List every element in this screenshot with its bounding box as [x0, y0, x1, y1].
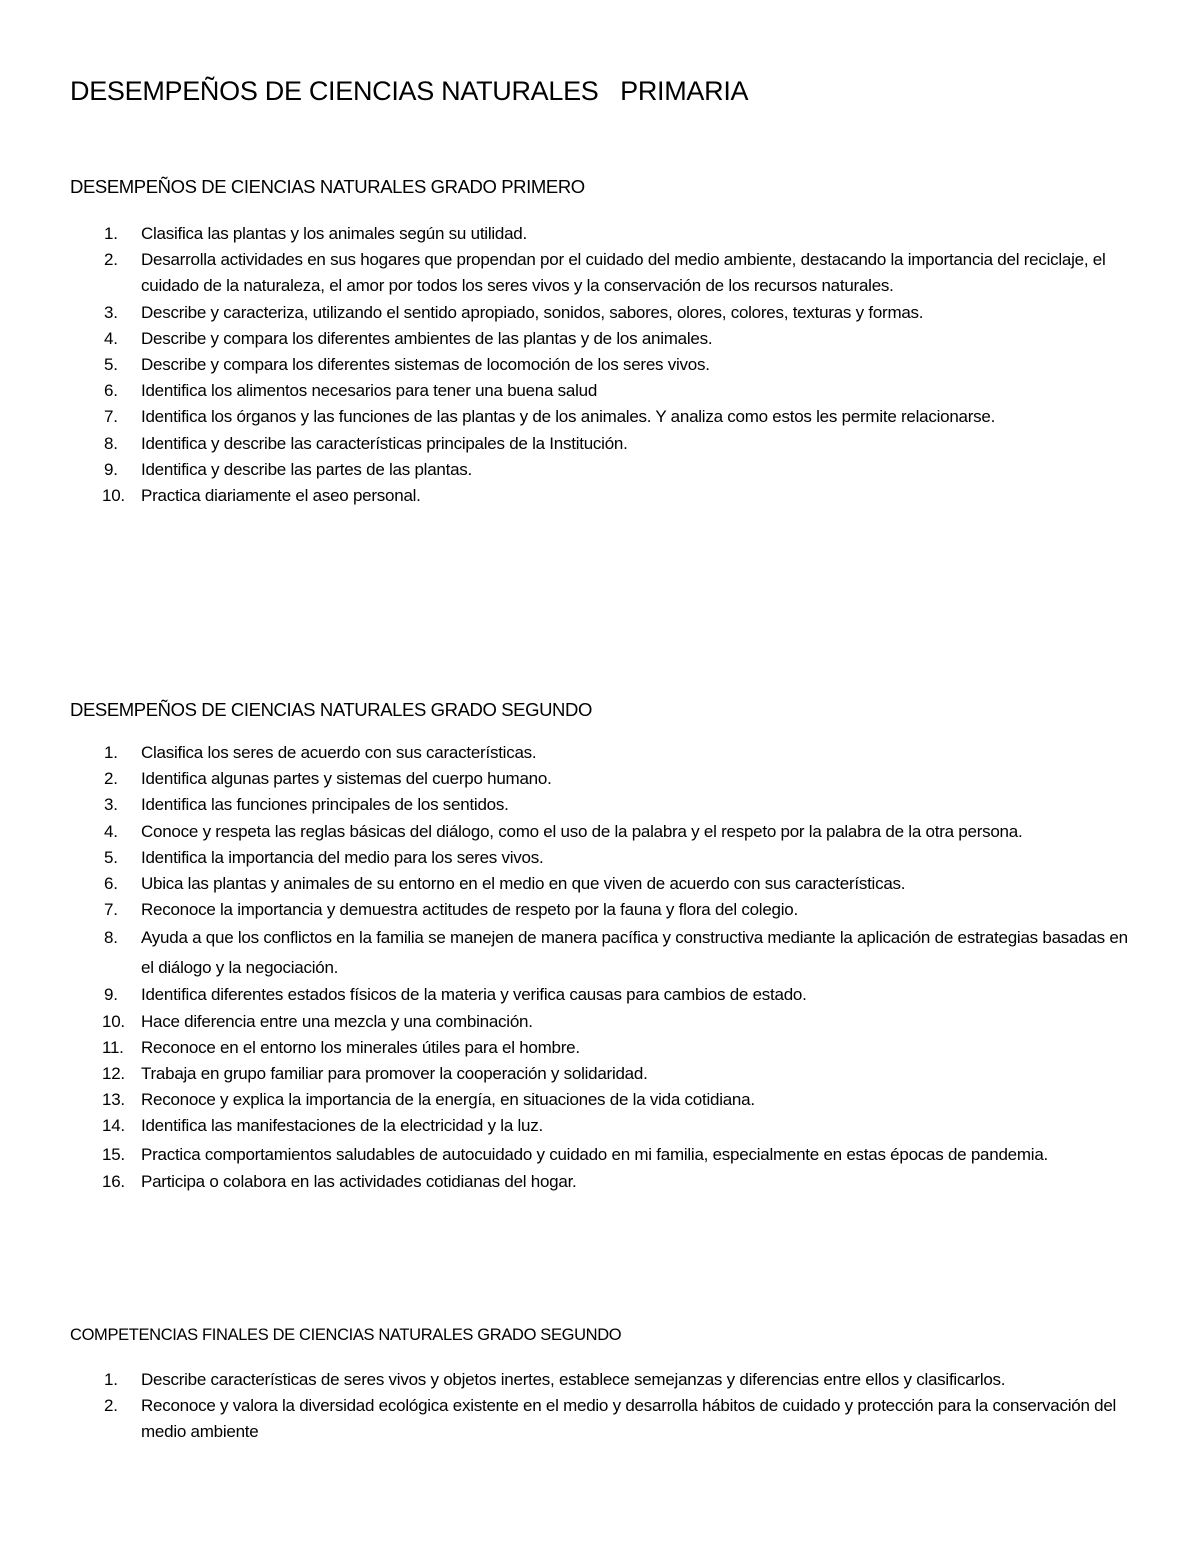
item-text: Ubica las plantas y animales de su entorno en el medio en que viven de acuerdo con sus características. [141, 874, 906, 894]
item-number: 8. [104, 433, 118, 453]
item-number: 7. [104, 407, 118, 427]
item-text: Reconoce en el entorno los minerales útiles para el hombre. [141, 1037, 580, 1057]
item-text: Desarrolla actividades en sus hogares que propendan por el cuidado del medio ambiente, destacando la importancia del reciclaje, el cuidado de la naturaleza, el amor por todos los seres vivos y la conservación de los recursos naturales. [141, 250, 1106, 296]
item-number: 1. [104, 743, 118, 762]
item-number: 9. [104, 985, 118, 1005]
list-item [0, 431, 1200, 457]
item-text: Identifica la importancia del medio para los seres vivos. [141, 847, 544, 867]
item-text: Reconoce la importancia y demuestra actitudes de respeto por la fauna y flora del colegio. [141, 900, 798, 920]
item-number: 6. [104, 874, 118, 894]
item-text: Describe y compara los diferentes ambientes de las plantas y de los animales. [141, 328, 713, 348]
item-number: 12. [102, 1064, 125, 1084]
list-item [0, 1367, 1200, 1393]
item-text: Practica diariamente el aseo personal. [141, 486, 421, 506]
list-item [0, 378, 1200, 404]
list-item [0, 457, 1200, 483]
item-number: 9. [104, 459, 118, 479]
section-heading-grado-segundo: DESEMPEÑOS DE CIENCIAS NATURALES GRADO SEGUNDO [70, 699, 592, 720]
item-text: Clasifica los seres de acuerdo con sus características. [141, 743, 537, 762]
item-text: Identifica los órganos y las funciones de las plantas y de los animales. Y analiza como estos les permite relacionarse. [141, 407, 996, 427]
section-heading-grado-primero: DESEMPEÑOS DE CIENCIAS NATURALES GRADO PRIMERO [70, 176, 585, 197]
list-grado-segundo [0, 740, 1200, 1195]
list-item [0, 923, 1200, 982]
list-item [0, 1393, 1200, 1445]
item-number: 8. [104, 928, 118, 948]
list-item [0, 483, 1200, 509]
item-number: 7. [104, 900, 118, 920]
list-item [0, 326, 1200, 352]
item-text: Identifica las manifestaciones de la electricidad y la luz. [141, 1116, 543, 1136]
item-number: 6. [104, 381, 118, 401]
list-item [0, 404, 1200, 430]
item-number: 15. [102, 1144, 125, 1164]
item-number: 3. [104, 302, 118, 322]
item-number: 14. [102, 1116, 125, 1136]
list-item [0, 1035, 1200, 1061]
item-number: 16. [102, 1172, 125, 1192]
item-text: Identifica algunas partes y sistemas del cuerpo humano. [141, 769, 552, 789]
list-item [0, 352, 1200, 378]
item-text: Identifica diferentes estados físicos de la materia y verifica causas para cambios de estado. [141, 985, 807, 1005]
item-text: Reconoce y valora la diversidad ecológica existente en el medio y desarrolla hábitos de cuidado y protección para la conservación del medio ambiente [141, 1396, 1117, 1442]
item-text: Identifica las funciones principales de los sentidos. [141, 795, 509, 815]
item-text: Hace diferencia entre una mezcla y una combinación. [141, 1011, 533, 1031]
item-number: 2. [104, 250, 118, 270]
list-item [0, 1087, 1200, 1113]
item-text: Clasifica las plantas y los animales según su utilidad. [141, 224, 527, 243]
item-number: 2. [104, 1396, 118, 1416]
section-heading-competencias-finales: COMPETENCIAS FINALES DE CIENCIAS NATURALES GRADO SEGUNDO [70, 1326, 622, 1344]
list-item [0, 982, 1200, 1008]
list-item [0, 1009, 1200, 1035]
item-number: 13. [102, 1090, 125, 1110]
item-text: Ayuda a que los conflictos en la familia se manejen de manera pacífica y constructiva mediante la aplicación de estrategias basadas en el diálogo y la negociación. [141, 928, 1128, 977]
item-number: 5. [104, 355, 118, 375]
item-number: 5. [104, 847, 118, 867]
list-item [0, 221, 1200, 247]
list-item [0, 1113, 1200, 1139]
item-text: Conoce y respeta las reglas básicas del diálogo, como el uso de la palabra y el respeto por la palabra de la otra persona. [141, 821, 1023, 841]
item-text: Describe características de seres vivos y objetos inertes, establece semejanzas y diferencias entre ellos y clasificarlos. [141, 1370, 1006, 1389]
item-number: 1. [104, 224, 118, 243]
list-item [0, 897, 1200, 923]
list-item [0, 1169, 1200, 1195]
item-number: 10. [102, 1011, 125, 1031]
item-number: 11. [102, 1037, 124, 1057]
item-text: Reconoce y explica la importancia de la energía, en situaciones de la vida cotidiana. [141, 1090, 755, 1110]
item-number: 4. [104, 821, 118, 841]
item-text: Identifica los alimentos necesarios para tener una buena salud [141, 381, 598, 401]
item-number: 1. [104, 1370, 118, 1389]
item-text: Participa o colabora en las actividades cotidianas del hogar. [141, 1172, 577, 1192]
list-item [0, 247, 1200, 299]
list-item [0, 1140, 1200, 1170]
item-text: Describe y compara los diferentes sistemas de locomoción de los seres vivos. [141, 355, 710, 375]
item-text: Practica comportamientos saludables de autocuidado y cuidado en mi familia, especialmente en estas épocas de pandemia. [141, 1144, 1048, 1164]
item-number: 10. [102, 486, 125, 506]
item-number: 4. [104, 328, 118, 348]
item-number: 3. [104, 795, 118, 815]
list-grado-primero [0, 221, 1200, 509]
item-text: Describe y caracteriza, utilizando el sentido apropiado, sonidos, sabores, olores, colores, texturas y formas. [141, 302, 924, 322]
list-item [0, 300, 1200, 326]
item-number: 2. [104, 769, 118, 789]
list-item [0, 871, 1200, 897]
list-competencias-finales [0, 1367, 1200, 1446]
list-item [0, 792, 1200, 818]
list-item [0, 819, 1200, 845]
item-text: Trabaja en grupo familiar para promover la cooperación y solidaridad. [141, 1064, 648, 1084]
list-item [0, 766, 1200, 792]
document-title: DESEMPEÑOS DE CIENCIAS NATURALES PRIMARIA [70, 76, 749, 106]
list-item [0, 1061, 1200, 1087]
item-text: Identifica y describe las partes de las plantas. [141, 459, 473, 479]
item-text: Identifica y describe las características principales de la Institución. [141, 433, 628, 453]
list-item [0, 845, 1200, 871]
list-item [0, 740, 1200, 766]
